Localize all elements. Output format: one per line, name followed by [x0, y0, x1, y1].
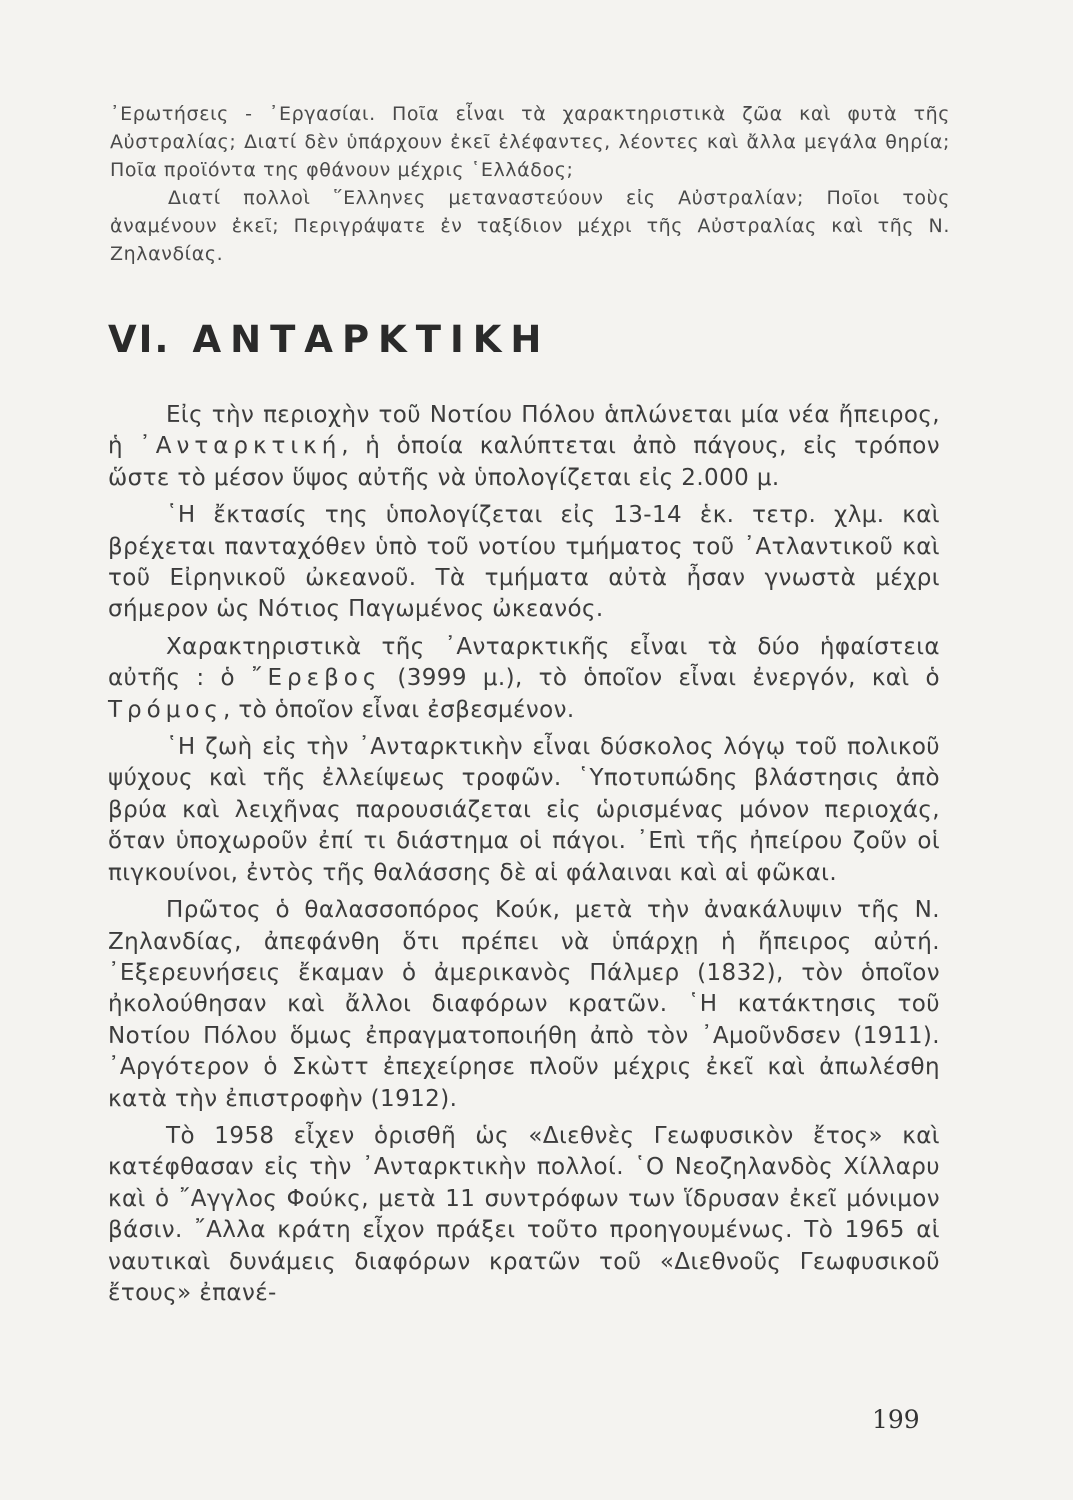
questions-paragraph: Διατί πολλοὶ ῞Ελληνες μεταναστεύουν εἰς Αὐστραλίαν; Ποῖοι τοὺς ἀναμένουν ἐκεῖ; Περιγράψατε ἐν ταξίδιον μέχρι τῆς Αὐστραλίας καὶ τῆς Ν. Ζηλανδίας. [110, 187, 950, 265]
section-heading [108, 318, 550, 361]
text-run: Χαρακτηριστικὰ τῆς ᾿Ανταρκτικῆς εἶναι τὰ δύο ἡφαίστεια αὐτῆς : ὁ [108, 633, 940, 692]
spaced-term-terror: Τρόμος [108, 696, 223, 723]
section-number: VI. [108, 318, 171, 361]
body-paragraph [108, 632, 940, 726]
body-paragraph: ῾Η ζωὴ εἰς τὴν ᾿Ανταρκτικὴν εἶναι δύσκολος λόγῳ τοῦ πολικοῦ ψύχους καὶ τῆς ἐλλείψεως τροφῶν. ῾Υποτυπώδης βλάστησις ἀπὸ βρύα καὶ λειχῆνας παρουσιάζεται εἰς ὡρισμένας μόνον περιοχάς, ὅταν ὑποχωροῦν ἐπί τι διάστημα οἱ πάγοι. ᾿Επὶ τῆς ἠπείρου ζοῦν οἱ πιγκουίνοι, ἐντὸς τῆς θαλάσσης δὲ αἱ φάλαιναι καὶ αἱ φῶκαι. [108, 734, 940, 886]
body-paragraph [108, 400, 940, 494]
text-run: , τὸ ὁποῖον εἶναι ἐσβεσμένον. [222, 696, 575, 723]
text-run: , ἡ ὁποία καλύπτεται ἀπὸ πάγους, εἰς τρόπον ὥστε τὸ μέσον ὕψος αὐτῆς νὰ ὑπολογίζεται εἰς 2.000 μ. [108, 433, 940, 491]
body-paragraph: Τὸ 1958 εἶχεν ὁρισθῆ ὡς «Διεθνὲς Γεωφυσικὸν ἔτος» καὶ κατέφθασαν εἰς τὴν ᾿Ανταρκτικὴν πολλοί. ῾Ο Νεοζηλανδὸς Χίλλαρυ καὶ ὁ ῎Αγγλος Φούκς, μετὰ 11 συντρόφων των ἵδρυσαν ἐκεῖ μόνιμον βάσιν. ῎Αλλα κράτη εἶχον πράξει τοῦτο προηγουμένως. Τὸ 1965 αἱ ναυτικαὶ δυνάμεις διαφόρων κρατῶν τοῦ «Διεθνοῦς Γεωφυσικοῦ ἔτους» ἐπανέ- [108, 1122, 940, 1306]
body-text [108, 400, 940, 1315]
text-run: (3999 μ.), τὸ ὁποῖον εἶναι ἐνεργόν, καὶ ὁ [397, 665, 940, 692]
text-run: Εἰς τὴν περιοχὴν τοῦ Νοτίου Πόλου ἁπλώνεται μία νέα ἤπειρος, ἡ [108, 402, 940, 460]
spaced-term-antarctica: ᾿Ανταρκτική [139, 433, 342, 460]
section-title: ΑΝΤΑΡΚΤΙΚΗ [192, 318, 551, 361]
spaced-term-erebus: ῎Ερεβος [251, 665, 382, 692]
body-paragraph: ῾Η ἔκτασίς της ὑπολογίζεται εἰς 13-14 ἑκ. τετρ. χλμ. καὶ βρέχεται πανταχόθεν ὑπὸ τοῦ νοτίου τμήματος τοῦ ᾿Ατλαντικοῦ καὶ τοῦ Εἰρηνικοῦ ὠκεανοῦ. Τὰ τμήματα αὐτὰ ἦσαν γνωστὰ μέχρι σήμερον ὡς Νότιος Παγωμένος ὠκεανός. [108, 502, 940, 623]
body-paragraph: Πρῶτος ὁ θαλασσοπόρος Κούκ, μετὰ τὴν ἀνακάλυψιν τῆς Ν. Ζηλανδίας, ἀπεφάνθη ὅτι πρέπει νὰ ὑπάρχῃ ἡ ἤπειρος αὐτή. ᾿Εξερευνήσεις ἔκαμαν ὁ ἀμερικανὸς Πάλμερ (1832), τὸν ὁποῖον ἠκολούθησαν καὶ ἄλλοι διαφόρων κρατῶν. ῾Η κατάκτησις τοῦ Νοτίου Πόλου ὅμως ἐπραγματοποιήθη ἀπὸ τὸν ᾿Αμοῦνδσεν (1911). ᾿Αργότερον ὁ Σκὼττ ἐπεχείρησε πλοῦν μέχρις ἐκεῖ καὶ ἀπωλέσθη κατὰ τὴν ἐπιστροφὴν (1912). [108, 897, 940, 1112]
page-number: 199 [872, 1405, 920, 1434]
questions-block [110, 100, 950, 268]
questions-paragraph: ᾿Ερωτήσεις - ᾿Εργασίαι. Ποῖα εἶναι τὰ χαρακτηριστικὰ ζῶα καὶ φυτὰ τῆς Αὐστραλίας; Διατί δὲν ὑπάρχουν ἐκεῖ ἐλέφαντες, λέοντες καὶ ἄλλα μεγάλα θηρία; Ποῖα προϊόντα της φθάνουν μέχρις ῾Ελλάδος; [110, 103, 950, 181]
